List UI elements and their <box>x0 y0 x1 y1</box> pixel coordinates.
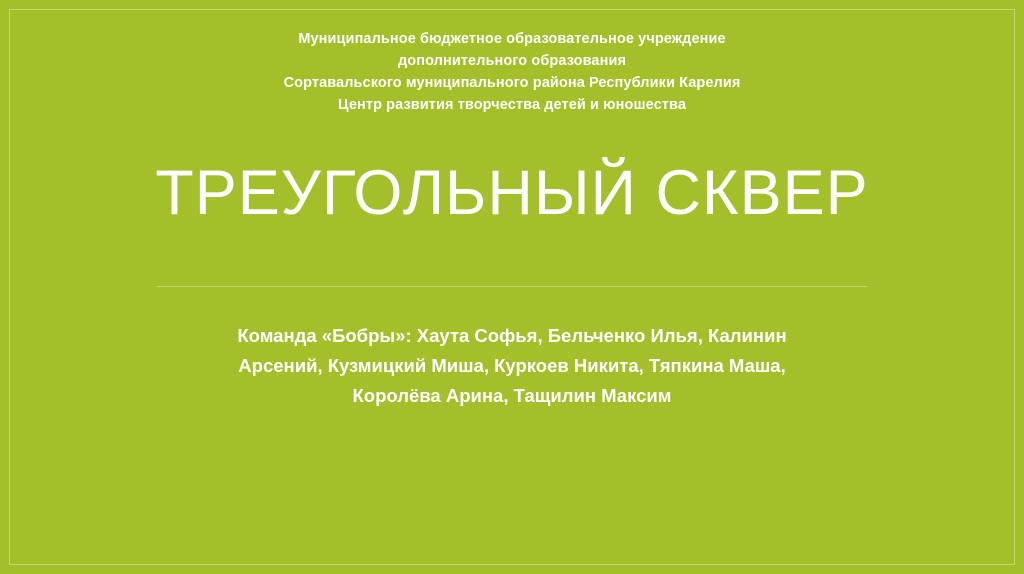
organization-line-3: Сортавальского муниципального района Республики Карелия <box>283 75 741 92</box>
team-line-1: Команда «Бобры»: Хаута Софья, Бельченко Илья, Калинин <box>237 325 787 347</box>
organization-block <box>132 28 892 116</box>
organization-line-4: Центр развития творчества детей и юношества <box>337 97 686 114</box>
organization-line-2: дополнительного образования <box>397 53 627 70</box>
team-line-3: Королёва Арина, Тащилин Максим <box>352 385 672 407</box>
organization-line-1: Муниципальное бюджетное образовательное учреждение <box>298 31 726 47</box>
horizontal-divider <box>157 286 867 287</box>
team-line-2: Арсений, Кузмицкий Миша, Куркоев Никита, Тяпкина Маша, <box>238 355 786 377</box>
slide-title: ТРЕУГОЛЬНЫЙ СКВЕР <box>155 158 869 229</box>
team-members-block <box>157 321 867 411</box>
